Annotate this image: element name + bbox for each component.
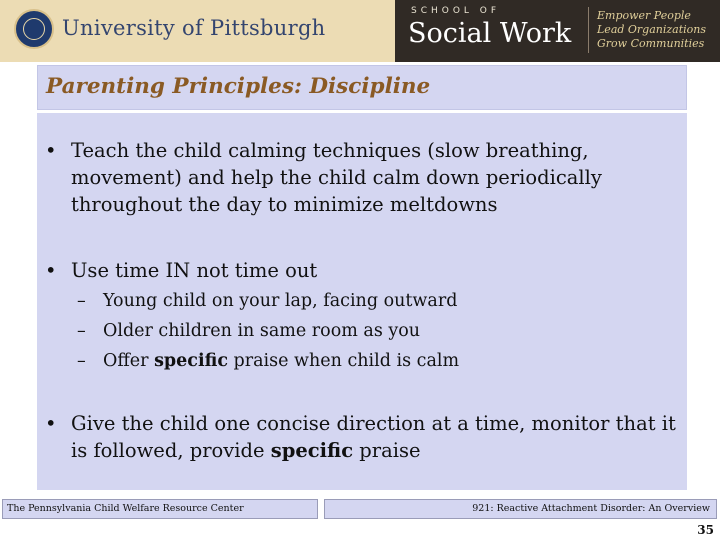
- subitem-marker: –: [77, 291, 86, 311]
- bullet-calming-techniques: [45, 137, 680, 218]
- university-name: University of Pittsburgh: [62, 16, 326, 40]
- bullet-marker: •: [45, 412, 57, 435]
- bullet-concise-direction: [45, 410, 680, 464]
- bullet-text: [71, 410, 680, 464]
- bullet-time-in: [45, 257, 680, 284]
- footer-left-box: [2, 499, 318, 519]
- tagline-3: Grow Communities: [597, 37, 705, 50]
- subitem-young-child: [77, 286, 677, 316]
- bullet-text-after: praise: [353, 439, 421, 462]
- tagline-2: Lead Organizations: [597, 23, 707, 36]
- subitem-marker: –: [77, 321, 86, 341]
- university-seal-icon: [14, 9, 54, 49]
- footer-organization: The Pennsylvania Child Welfare Resource Center: [7, 503, 244, 514]
- bullet-marker: •: [45, 139, 57, 162]
- subitem-text-after: praise when child is calm: [227, 351, 460, 371]
- header-banner: [0, 0, 720, 62]
- bullet-text: Use time IN not time out: [71, 259, 318, 282]
- slide-title: Parenting Principles: Discipline: [46, 74, 431, 99]
- footer-right-box: [324, 499, 717, 519]
- tagline-1: Empower People: [597, 9, 691, 22]
- bullet-emphasis: specific: [270, 439, 354, 462]
- bullet-marker: •: [45, 259, 57, 282]
- subitem-specific-praise: [77, 346, 677, 376]
- bullet-text-before: Give the child one concise direction at a time, monitor that it is followed, provide: [71, 412, 676, 462]
- content-panel: [37, 113, 687, 490]
- banner-divider: [588, 7, 589, 53]
- subitem-text-before: Offer: [103, 351, 155, 371]
- school-of-label: SCHOOL OF: [411, 6, 501, 16]
- school-banner: [395, 0, 720, 62]
- university-banner: [0, 0, 395, 62]
- subitem-text: Older children in same room as you: [103, 321, 421, 341]
- title-bar: [37, 65, 687, 110]
- subitem-text: Young child on your lap, facing outward: [103, 291, 458, 311]
- subitem-marker: –: [77, 351, 86, 371]
- subitem-emphasis: specific: [154, 351, 228, 371]
- school-name: Social Work: [408, 18, 572, 49]
- subitem-older-children: [77, 316, 677, 346]
- page-number: 35: [697, 523, 714, 537]
- bullet-text: Teach the child calming techniques (slow breathing, movement) and help the child calm down periodically throughout the day to minimize meltdowns: [71, 139, 602, 216]
- footer-course-title: 921: Reactive Attachment Disorder: An Overview: [472, 503, 710, 514]
